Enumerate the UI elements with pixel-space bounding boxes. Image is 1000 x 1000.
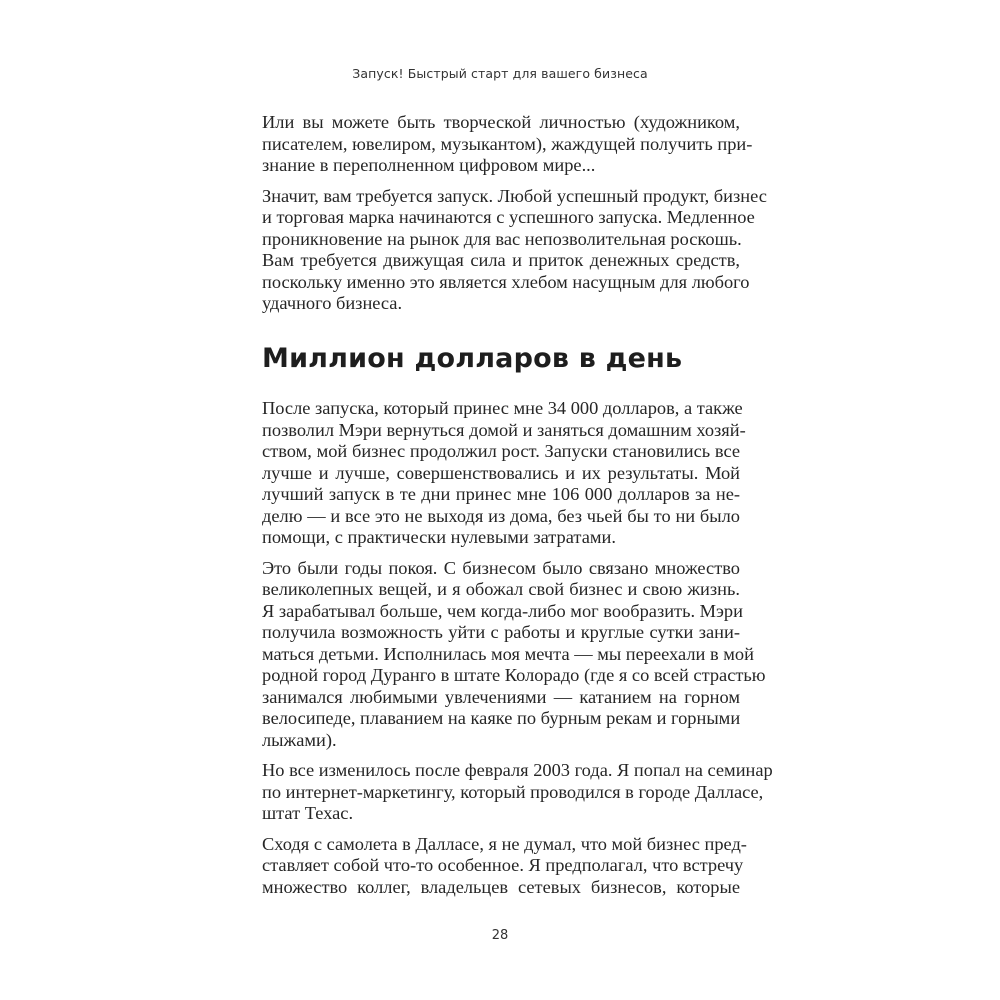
text-line: маться детьми. Исполнилась моя мечта — мы переехали в мой [262, 643, 754, 664]
text-line: и торговая марка начинаются с успешного запуска. Медленное [262, 207, 755, 227]
section-heading: Миллион долларов в день [262, 343, 683, 374]
text-line: лучший запуск в те дни принес мне 106 000 долларов за не- [262, 484, 740, 504]
body-text-section-2 [262, 398, 773, 907]
text-line: удачного бизнеса. [262, 293, 403, 313]
body-text-section-1 [262, 112, 767, 324]
text-line: делю — и все это не выходя из дома, без чьей бы то ни было [262, 505, 740, 526]
running-head: Запуск! Быстрый старт для вашего бизнеса [352, 66, 648, 81]
text-line: Но все изменилось после февраля 2003 года. Я попал на семинар [262, 760, 773, 780]
text-line: занимался любимыми увлечениями — катанием на горном [262, 686, 740, 707]
text-line: После запуска, который принес мне 34 000 долларов, а также [262, 398, 743, 418]
text-line: множество коллег, владельцев сетевых бизнесов, которые [262, 876, 740, 897]
text-line: лучше и лучше, совершенствовались и их результаты. Мой [262, 462, 740, 483]
paragraph [262, 833, 747, 899]
text-line: проникновение на рынок для вас непозволительная роскошь. [262, 228, 742, 249]
text-line: великолепных вещей, и я обожал свой бизнес и свою жизнь. [262, 579, 740, 599]
text-line: получила возможность уйти с работы и круглые сутки зани- [262, 622, 740, 642]
paragraph [262, 112, 753, 177]
text-line: Или вы можете быть творческой личностью (художником, [262, 112, 740, 132]
text-line: знание в переполненном цифровом мире... [262, 155, 596, 175]
text-line: ставляет собой что-то особенное. Я предполагал, что встречу [262, 855, 744, 875]
paragraph [262, 398, 746, 549]
text-line: Вам требуется движущая сила и приток денежных средств, [262, 250, 740, 270]
text-line: Сходя с самолета в Далласе, я не думал, что мой бизнес пред- [262, 833, 747, 854]
text-line: родной город Дуранго в штате Колорадо (где я со всей страстью [262, 665, 766, 685]
paragraph [262, 760, 773, 825]
paragraph [262, 557, 766, 752]
text-line: Я зарабатывал больше, чем когда-либо мог вообразить. Мэри [262, 600, 743, 621]
text-line: Это были годы покоя. С бизнесом было связано множество [262, 557, 740, 578]
paragraph [262, 185, 767, 315]
page-number: 28 [491, 928, 509, 943]
text-line: писателем, ювелиром, музыкантом), жаждущей получить при- [262, 133, 753, 154]
text-line: позволил Мэри вернуться домой и заняться домашним хозяй- [262, 419, 746, 440]
text-line: штат Техас. [262, 803, 354, 823]
text-line: поскольку именно это является хлебом насущным для любого [262, 271, 750, 292]
text-line: Значит, вам требуется запуск. Любой успешный продукт, бизнес [262, 185, 767, 206]
text-line: велосипеде, плаванием на каяке по бурным рекам и горными [262, 708, 741, 728]
text-line: помощи, с практически нулевыми затратами. [262, 527, 616, 547]
text-line: по интернет-маркетингу, который проводился в городе Далласе, [262, 781, 764, 802]
text-line: ством, мой бизнес продолжил рост. Запуски становились все [262, 441, 740, 461]
text-line: лыжами). [262, 729, 337, 750]
